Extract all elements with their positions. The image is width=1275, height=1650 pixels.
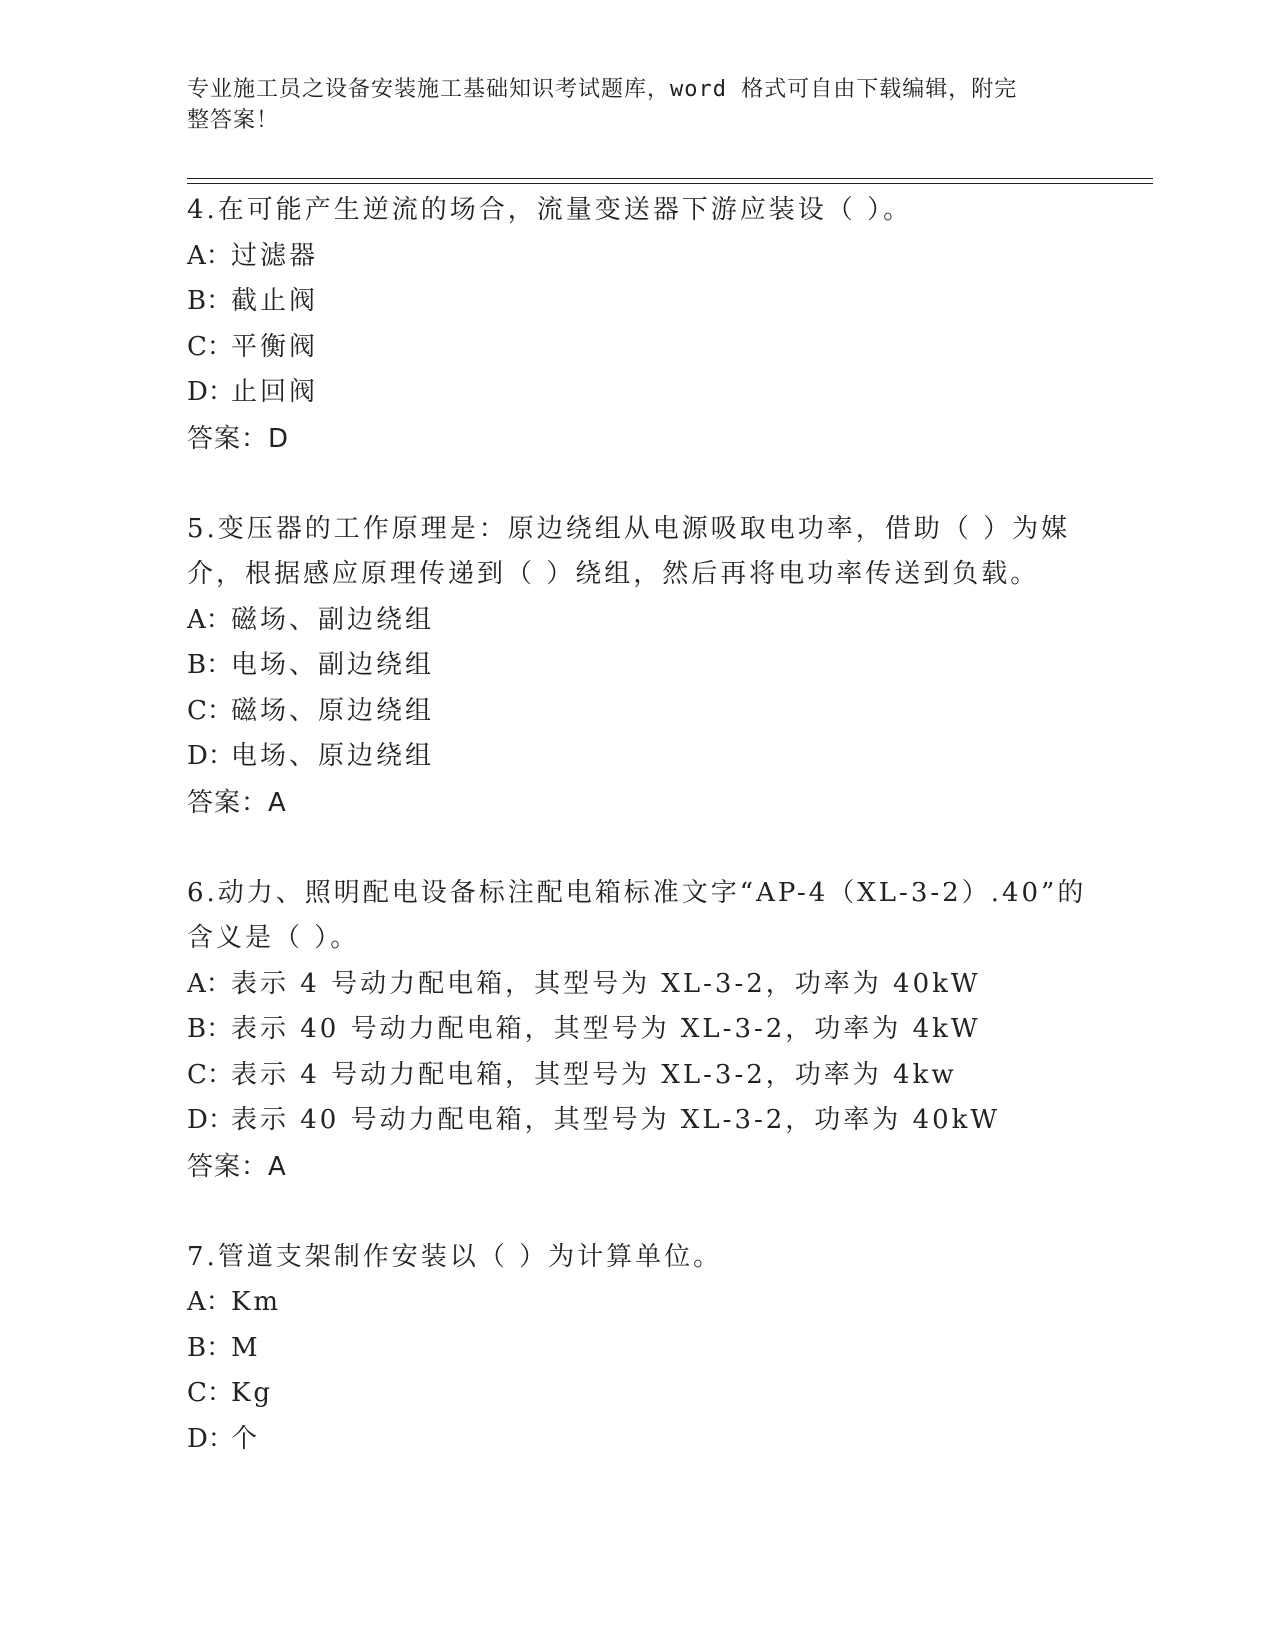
option-label: D： — [187, 741, 234, 771]
option-c — [187, 689, 1087, 735]
header-line-1: 专业施工员之设备安装施工基础知识考试题库，word 格式可自由下载编辑，附完 — [187, 77, 1018, 102]
question-stem: 4.在可能产生逆流的场合，流量变送器下游应装设（ ）。 — [187, 195, 913, 225]
option-text: 个 — [231, 1423, 261, 1454]
question-stem-line-2: 含义是（ ）。 — [187, 923, 360, 953]
option-text: 过滤器 — [231, 240, 319, 271]
option-text: 电场、副边绕组 — [231, 650, 435, 680]
option-label: D： — [187, 377, 234, 407]
answer-line: 答案：D — [187, 423, 290, 454]
question-list — [187, 188, 1087, 1507]
option-text: 表示 4 号动力配电箱，其型号为 XL-3-2，功率为 4kw — [231, 1059, 957, 1090]
option-b — [187, 643, 1087, 689]
question-stem-line-2: 介，根据感应原理传递到（ ）绕组，然后再将电功率传送到负载。 — [187, 559, 1040, 589]
option-text: 磁场、副边绕组 — [231, 604, 435, 635]
option-label: A： — [187, 240, 232, 271]
option-c — [187, 325, 1087, 371]
document-header — [187, 74, 1067, 136]
option-label: C： — [187, 331, 233, 362]
option-text: 电场、原边绕组 — [231, 741, 435, 771]
option-a — [187, 598, 1087, 644]
option-text: 平衡阀 — [231, 331, 319, 362]
question-4 — [187, 188, 1087, 462]
option-text: M — [231, 1332, 261, 1363]
option-label: B： — [187, 650, 233, 680]
option-label: C： — [187, 1059, 233, 1090]
header-divider-bottom — [187, 183, 1153, 184]
option-d — [187, 734, 1087, 780]
option-label: A： — [187, 1287, 232, 1317]
option-text: Km — [231, 1287, 282, 1317]
option-b — [187, 1007, 1087, 1053]
option-label: C： — [187, 1378, 233, 1408]
option-label: B： — [187, 1332, 233, 1363]
option-c — [187, 1053, 1087, 1099]
option-label: D： — [187, 1423, 234, 1454]
option-d — [187, 370, 1087, 416]
option-a — [187, 962, 1087, 1008]
option-text: 表示 4 号动力配电箱，其型号为 XL-3-2，功率为 40kW — [231, 968, 981, 999]
option-label: B： — [187, 286, 233, 316]
question-6 — [187, 871, 1087, 1190]
question-stem-line-1: 5.变压器的工作原理是：原边绕组从电源吸取电功率，借助（ ）为媒 — [187, 513, 1071, 544]
option-c — [187, 1371, 1087, 1417]
option-text: 磁场、原边绕组 — [231, 695, 435, 726]
option-text: Kg — [231, 1378, 274, 1408]
option-label: C： — [187, 695, 233, 726]
option-b — [187, 279, 1087, 325]
option-a — [187, 234, 1087, 280]
header-divider-top — [187, 178, 1153, 179]
option-b — [187, 1326, 1087, 1372]
option-label: D： — [187, 1105, 234, 1135]
question-stem: 7.管道支架制作安装以（ ）为计算单位。 — [187, 1241, 723, 1272]
answer-line: 答案：A — [187, 787, 287, 818]
header-line-2: 整答案！ — [187, 108, 280, 133]
option-text: 表示 40 号动力配电箱，其型号为 XL-3-2，功率为 4kW — [231, 1014, 981, 1044]
option-d — [187, 1417, 1087, 1463]
option-text: 表示 40 号动力配电箱，其型号为 XL-3-2，功率为 40kW — [231, 1105, 1001, 1135]
option-text: 止回阀 — [231, 377, 319, 407]
question-7 — [187, 1235, 1087, 1463]
option-a — [187, 1280, 1087, 1326]
option-text: 截止阀 — [231, 286, 319, 316]
question-5 — [187, 507, 1087, 826]
question-stem-line-1: 6.动力、照明配电设备标注配电箱标准文字“AP-4（XL-3-2）.40”的 — [187, 877, 1087, 908]
option-label: A： — [187, 604, 232, 635]
option-label: B： — [187, 1014, 233, 1044]
option-label: A： — [187, 968, 232, 999]
answer-line: 答案：A — [187, 1151, 287, 1182]
option-d — [187, 1098, 1087, 1144]
